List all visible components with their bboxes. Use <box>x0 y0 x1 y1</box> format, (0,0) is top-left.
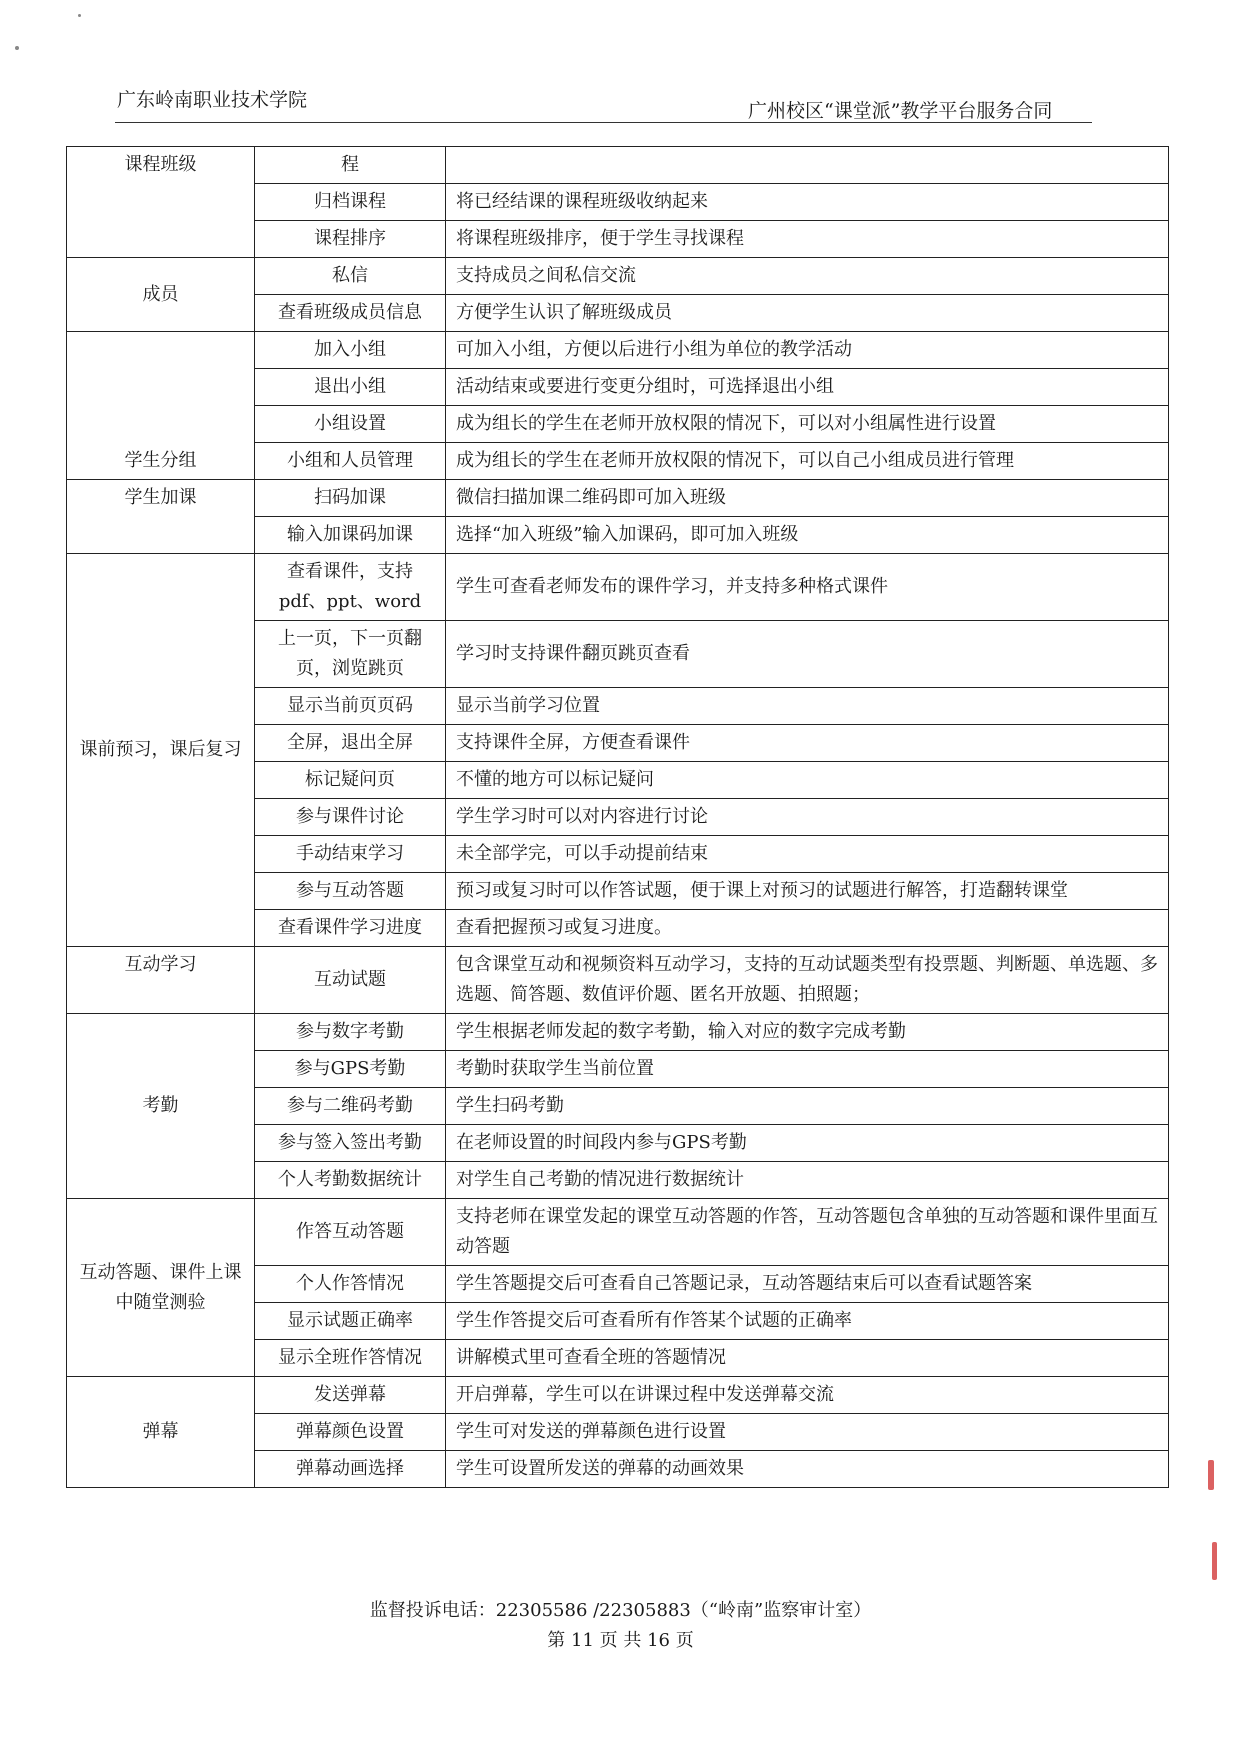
description-cell: 学生可查看老师发布的课件学习，并支持多种格式课件 <box>446 554 1169 621</box>
description-cell <box>446 147 1169 184</box>
scan-speck <box>78 14 81 17</box>
category-cell: 互动学习 <box>67 947 255 1014</box>
table-row <box>67 332 1169 369</box>
red-stamp-edge <box>1212 1542 1217 1580</box>
description-cell: 考勤时获取学生当前位置 <box>446 1051 1169 1088</box>
description-cell: 学生可对发送的弹幕颜色进行设置 <box>446 1414 1169 1451</box>
table-row <box>67 480 1169 517</box>
feature-cell: 显示试题正确率 <box>255 1303 446 1340</box>
feature-cell: 扫码加课 <box>255 480 446 517</box>
table-row <box>67 258 1169 295</box>
feature-cell: 作答互动答题 <box>255 1199 446 1266</box>
category-cell: 弹幕 <box>67 1377 255 1488</box>
description-cell: 对学生自己考勤的情况进行数据统计 <box>446 1162 1169 1199</box>
feature-cell: 标记疑问页 <box>255 762 446 799</box>
feature-cell: 参与二维码考勤 <box>255 1088 446 1125</box>
feature-cell: 查看课件，支持pdf、ppt、word <box>255 554 446 621</box>
feature-cell: 私信 <box>255 258 446 295</box>
description-cell: 支持成员之间私信交流 <box>446 258 1169 295</box>
feature-cell: 个人考勤数据统计 <box>255 1162 446 1199</box>
category-cell: 学生加课 <box>67 480 255 554</box>
red-stamp-edge <box>1208 1460 1214 1490</box>
feature-cell: 显示当前页页码 <box>255 688 446 725</box>
feature-cell: 参与互动答题 <box>255 873 446 910</box>
complaint-hotline: 监督投诉电话：22305586 /22305883（“岭南”监察审计室） <box>369 1600 872 1621</box>
feature-cell: 显示全班作答情况 <box>255 1340 446 1377</box>
description-cell: 方便学生认识了解班级成员 <box>446 295 1169 332</box>
feature-cell: 加入小组 <box>255 332 446 369</box>
feature-cell: 参与签入签出考勤 <box>255 1125 446 1162</box>
description-cell: 学生学习时可以对内容进行讨论 <box>446 799 1169 836</box>
description-cell: 查看把握预习或复习进度。 <box>446 910 1169 947</box>
feature-cell: 个人作答情况 <box>255 1266 446 1303</box>
description-cell: 成为组长的学生在老师开放权限的情况下，可以自己小组成员进行管理 <box>446 443 1169 480</box>
category-cell: 课程班级 <box>67 147 255 258</box>
description-cell: 学生扫码考勤 <box>446 1088 1169 1125</box>
category-cell: 课前预习，课后复习 <box>67 554 255 947</box>
description-cell: 显示当前学习位置 <box>446 688 1169 725</box>
category-cell: 考勤 <box>67 1014 255 1199</box>
feature-cell: 归档课程 <box>255 184 446 221</box>
feature-cell: 查看课件学习进度 <box>255 910 446 947</box>
feature-cell: 课程排序 <box>255 221 446 258</box>
description-cell: 包含课堂互动和视频资料互动学习，支持的互动试题类型有投票题、判断题、单选题、多选题、简答题、数值评价题、匿名开放题、拍照题； <box>446 947 1169 1014</box>
category-cell: 学生分组 <box>67 332 255 480</box>
category-cell: 成员 <box>67 258 255 332</box>
table-row <box>67 1199 1169 1266</box>
description-cell: 成为组长的学生在老师开放权限的情况下，可以对小组属性进行设置 <box>446 406 1169 443</box>
feature-cell: 互动试题 <box>255 947 446 1014</box>
feature-cell: 上一页，下一页翻页，浏览跳页 <box>255 621 446 688</box>
feature-cell: 参与GPS考勤 <box>255 1051 446 1088</box>
description-cell: 学习时支持课件翻页跳页查看 <box>446 621 1169 688</box>
table-row <box>67 1377 1169 1414</box>
description-cell: 在老师设置的时间段内参与GPS考勤 <box>446 1125 1169 1162</box>
feature-cell: 弹幕颜色设置 <box>255 1414 446 1451</box>
description-cell: 选择“加入班级”输入加课码，即可加入班级 <box>446 517 1169 554</box>
description-cell: 开启弹幕，学生可以在讲课过程中发送弹幕交流 <box>446 1377 1169 1414</box>
feature-cell: 手动结束学习 <box>255 836 446 873</box>
feature-cell: 查看班级成员信息 <box>255 295 446 332</box>
description-cell: 预习或复习时可以作答试题，便于课上对预习的试题进行解答，打造翻转课堂 <box>446 873 1169 910</box>
description-cell: 学生可设置所发送的弹幕的动画效果 <box>446 1451 1169 1488</box>
feature-table-body <box>67 147 1169 1488</box>
description-cell: 将已经结课的课程班级收纳起来 <box>446 184 1169 221</box>
scan-speck <box>15 46 19 50</box>
table-row <box>67 947 1169 1014</box>
feature-cell: 参与课件讨论 <box>255 799 446 836</box>
feature-cell: 退出小组 <box>255 369 446 406</box>
description-cell: 未全部学完，可以手动提前结束 <box>446 836 1169 873</box>
header-institution: 广东岭南职业技术学院 <box>117 89 308 111</box>
description-cell: 将课程班级排序，便于学生寻找课程 <box>446 221 1169 258</box>
description-cell: 支持课件全屏，方便查看课件 <box>446 725 1169 762</box>
feature-cell: 小组设置 <box>255 406 446 443</box>
feature-cell: 小组和人员管理 <box>255 443 446 480</box>
description-cell: 学生答题提交后可查看自己答题记录，互动答题结束后可以查看试题答案 <box>446 1266 1169 1303</box>
description-cell: 支持老师在课堂发起的课堂互动答题的作答，互动答题包含单独的互动答题和课件里面互动答题 <box>446 1199 1169 1266</box>
table-row <box>67 1014 1169 1051</box>
feature-cell: 发送弹幕 <box>255 1377 446 1414</box>
description-cell: 不懂的地方可以标记疑问 <box>446 762 1169 799</box>
description-cell: 活动结束或要进行变更分组时，可选择退出小组 <box>446 369 1169 406</box>
feature-cell: 程 <box>255 147 446 184</box>
description-cell: 可加入小组，方便以后进行小组为单位的教学活动 <box>446 332 1169 369</box>
description-cell: 学生根据老师发起的数字考勤，输入对应的数字完成考勤 <box>446 1014 1169 1051</box>
table-row <box>67 554 1169 621</box>
category-cell: 互动答题、课件上课中随堂测验 <box>67 1199 255 1377</box>
page-number: 第 11 页 共 16 页 <box>547 1630 694 1651</box>
feature-cell: 输入加课码加课 <box>255 517 446 554</box>
feature-cell: 全屏，退出全屏 <box>255 725 446 762</box>
description-cell: 学生作答提交后可查看所有作答某个试题的正确率 <box>446 1303 1169 1340</box>
description-cell: 讲解模式里可查看全班的答题情况 <box>446 1340 1169 1377</box>
feature-cell: 参与数字考勤 <box>255 1014 446 1051</box>
feature-cell: 弹幕动画选择 <box>255 1451 446 1488</box>
table-row <box>67 147 1169 184</box>
feature-table <box>66 146 1169 1488</box>
header-rule <box>115 122 1092 123</box>
header-contract-title: 广州校区“课堂派”教学平台服务合同 <box>748 100 1053 122</box>
description-cell: 微信扫描加课二维码即可加入班级 <box>446 480 1169 517</box>
